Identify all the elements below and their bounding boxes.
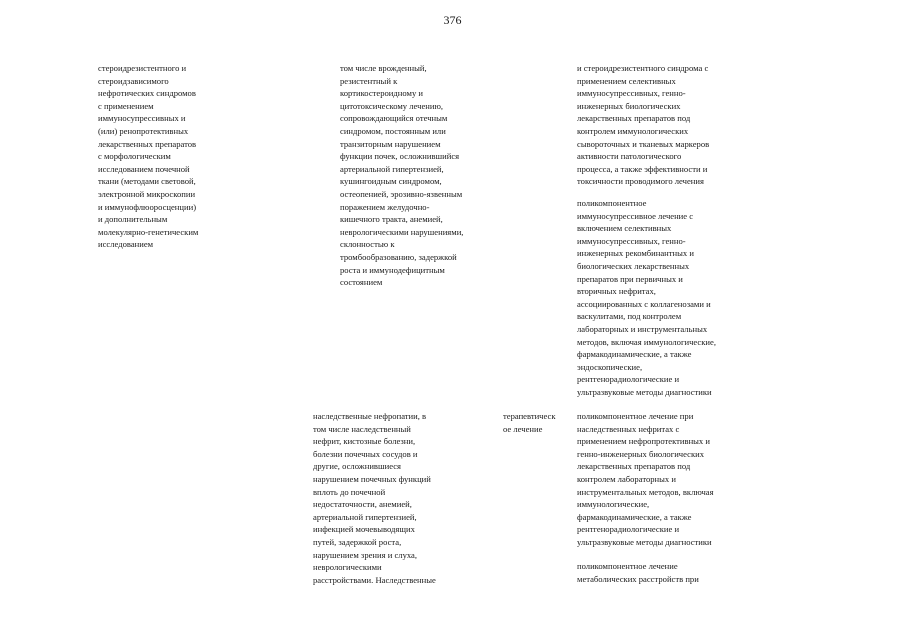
row2-disease-description: наследственные нефропатии, в том числе наследственный нефрит, кистозные болезни, болезни почечных сосудов и другие, осложнившиеся нарушением почечных функций вплоть до почечной недостаточности, анемией, артериальной гипертензией, инфекцией мочевыводящих путей, задержкой роста, нарушением зрения и слуха, неврологическими расстройствами. Наследственные xyxy=(313,411,436,585)
row2-treatment-method-1: поликомпонентное лечение при наследственных нефритах с применением нефропротективных и генно-инженерных биологических лекарственных препаратов под контролем лабораторных и инструментальных методов, включая иммунологические, фармакодинамические, а также рентгенорадиологические и ультразвуковые методы диагностики xyxy=(577,411,714,547)
row1-method-description: стероидрезистентного и стероидзависимого нефротических синдромов с применением иммуносупрессивных и (или) ренопротективных лекарственных препаратов с морфологическим исследованием почечной ткани (методами световой, электронной микроскопии и иммунофлюоросценции) и дополнительным молекулярно-генетическим исследованием xyxy=(98,63,199,250)
row2-treatment-method-2: поликомпонентное лечение метаболических расстройств при xyxy=(577,561,699,584)
page-number: 376 xyxy=(443,13,462,27)
row1-treatment-method-1: и стероидрезистентного синдрома с применением селективных иммуносупрессивных, генно- инженерных биологических лекарственных препаратов под контролем иммунологических сывороточных и тканевых маркеров активности патологического процесса, а также эффективности и токсичности проводимого лечения xyxy=(577,63,710,187)
row1-disease-description: том числе врожденный, резистентный к кортикостероидному и цитотоксическому лечению, сопровождающийся отечным синдромом, постоянным или транзиторным нарушением функции почек, осложнившийся артериальной гипертензией, кушингоидным синдромом, остеопенией, эрозивно-язвенным поражением желудочно- кишечного тракта, анемией, неврологическими нарушениями, склонностью к тромбообразованию, задержкой роста и иммунодефицитным состоянием xyxy=(340,63,464,288)
row2-treatment-type: терапевтическ ое лечение xyxy=(503,411,556,434)
row1-treatment-method-2: поликомпонентное иммуносупрессивное лечение с включением селективных иммуносупрессивных, генно- инженерных рекомбинантных и биологических лекарственных препаратов при первичных и вторичных нефритах, ассоциированных с коллагенозами и васкулитами, под контролем лабораторных и инструментальных методов, включая иммунологические, фармакодинамические, а также эндоскопические, рентгенорадиологические и ультразвуковые методы диагностики xyxy=(577,198,716,397)
